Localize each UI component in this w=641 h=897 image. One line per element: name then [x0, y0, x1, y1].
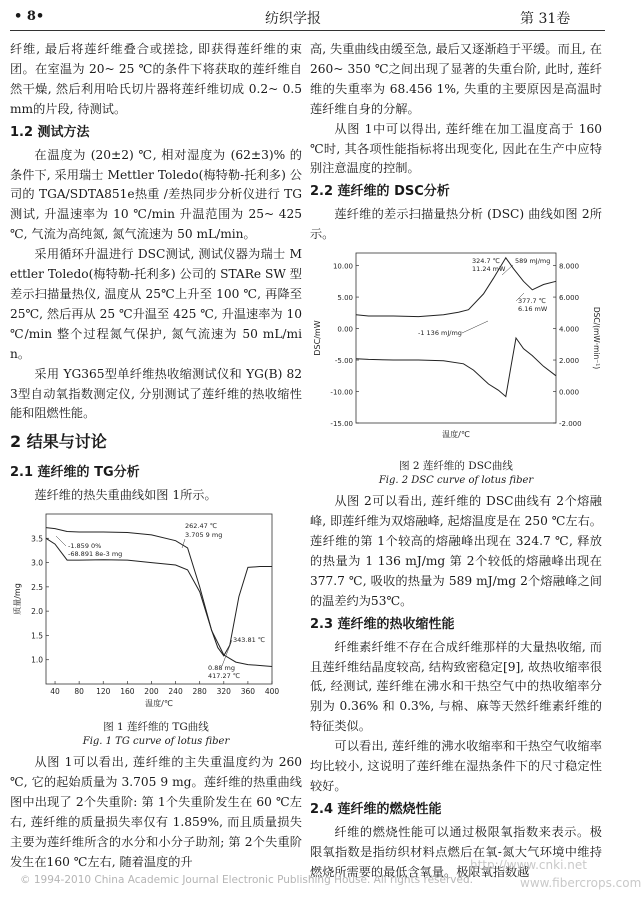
- y-right-axis-label: DSC/(mW·min⁻¹): [592, 306, 601, 370]
- y-right-tick-label: 2.000: [559, 357, 580, 366]
- tg-curve-chart: [10, 506, 302, 716]
- paragraph: 莲纤维的热失重曲线如图 1所示。: [34, 488, 217, 503]
- chart-annotation: -68.891 8e-3 mg: [68, 550, 123, 559]
- plot-frame: [356, 253, 556, 423]
- paragraph: 纤维, 最后将莲纤维叠合或搓捻, 即获得莲纤维的束团。在室温为 20~ 25 ℃的条件下将获取的莲纤维自然干燥, 然后利用哈氏切片器将莲纤维切成 0.2~ 0.5 mm的片段, 待测试。: [10, 42, 302, 116]
- chart-annotation: -1 136 mJ/mg: [418, 329, 462, 338]
- left-column: [10, 40, 302, 873]
- paragraph: 高, 失重曲线由缓至急, 最后又逐渐趋于平缓。而且, 在 260~ 350 ℃之间出现了显著的失重台阶, 此时, 莲纤维的失重率为 68.456 1%, 失重的主要原因是高温时莲纤维自身的分解。: [310, 42, 602, 116]
- annotation-leader: [462, 321, 488, 333]
- right-column: [310, 40, 602, 883]
- y-tick-label: 1.0: [31, 655, 43, 665]
- chart-annotation: 589 mJ/mg: [515, 257, 551, 266]
- chart-annotation: -1.859 0%: [68, 542, 102, 551]
- paragraph: 纤维的燃烧性能可以通过极限氧指数来表示。极限氧指数是指纺织材料点燃后在氧-氮大气环境中维持燃烧所需要的最低含氧量。极限氧指数越: [310, 824, 602, 879]
- page-header: [0, 0, 613, 34]
- y-tick-label: -15.00: [330, 420, 353, 429]
- chart-annotation: 0.88 mg: [208, 664, 235, 673]
- figure-2-caption: 图 2 莲纤维的 DSC曲线: [399, 460, 513, 473]
- chart-annotation: 3.705 9 mg: [185, 531, 223, 540]
- section-heading-2-3: 2.3 莲纤维的热收缩性能: [310, 616, 455, 632]
- x-tick-label: 320: [216, 687, 231, 697]
- y-tick-label: -10.00: [330, 388, 353, 397]
- section-heading-2: 2 结果与讨论: [10, 432, 107, 452]
- journal-name: 纺织学报: [265, 11, 321, 27]
- x-tick-label: 160: [120, 687, 135, 697]
- chart-annotation: 417.27 ℃: [208, 672, 241, 681]
- watermark: www.fibercrops.com: [520, 876, 641, 890]
- paragraph: 从图 2可以看出, 莲纤维的 DSC曲线有 2个熔融峰, 即莲纤维为双熔融峰, 起熔温度是在 250 ℃左右。莲纤维的第 1个较高的熔融峰出现在 324.7 ℃, 释放的热量为 1 136 mJ/mg 第 2个较低的熔融峰出现在 377.7 ℃, 吸收的热量为 589 mJ/mg 2个熔融峰之间的温差约为53℃。: [310, 494, 602, 608]
- y-tick-label: 3.5: [31, 534, 43, 544]
- annotation-leader: [56, 536, 66, 546]
- y-right-tick-label: 6.000: [559, 294, 580, 303]
- x-axis-label: 温度/℃: [442, 430, 470, 440]
- page-number: • 8•: [14, 9, 45, 24]
- x-tick-label: 80: [74, 687, 84, 697]
- paragraph: 采用循环升温进行 DSC测试, 测试仪器为瑞士 Mettler Toledo(梅特勒-托利多) 公司的 STARe SW 型差示扫描量热仪, 温度从 25℃上升至 100 ℃, 再降至 25℃, 然后再从 25 ℃升温至 425 ℃, 升温速率为 10 ℃/min 整个过程氮气保护, 氮气流速为 50 mL/min。: [10, 247, 302, 361]
- x-tick-label: 40: [50, 687, 60, 697]
- section-heading-2-2: 2.2 莲纤维的 DSC分析: [310, 184, 450, 200]
- paragraph: 可以看出, 莲纤维的沸水收缩率和干热空气收缩率均比较小, 这说明了莲纤维在湿热条件下的尺寸稳定性较好。: [310, 739, 602, 793]
- x-tick-label: 240: [168, 687, 183, 697]
- x-axis-label: 温度/℃: [145, 699, 173, 709]
- y-tick-label: -5.00: [334, 357, 353, 366]
- y-tick-label: 1.5: [31, 631, 43, 641]
- dsc-curve-chart: [310, 245, 602, 455]
- figure-2-caption-en: Fig. 2 DSC curve of lotus fiber: [378, 475, 534, 487]
- chart-annotation: 343.81 ℃: [233, 636, 266, 645]
- chart-annotation: 11.24 mW: [472, 265, 506, 274]
- section-heading-2-1: 2.1 莲纤维的 TG分析: [10, 465, 140, 481]
- y-right-tick-label: 8.000: [559, 262, 580, 271]
- x-tick-label: 280: [192, 687, 207, 697]
- y-right-tick-label: -2.000: [559, 420, 582, 429]
- x-tick-label: 200: [144, 687, 159, 697]
- watermark: http://www.cnki.net: [470, 858, 587, 872]
- figure-1-caption: 图 1 莲纤维的 TG曲线: [103, 721, 209, 734]
- paragraph: 采用 YG365型单纤维热收缩测试仪和 YG(B) 823型自动氧指数测定仪, 分别测试了莲纤维的热收缩性能和阻燃性能。: [10, 366, 302, 421]
- x-tick-label: 360: [240, 687, 256, 697]
- copyright-footer: © 1994-2010 China Academic Journal Electronic Publishing House. All rights reserved.: [20, 874, 473, 886]
- paragraph: 纤维素纤维不存在合成纤维那样的大量热收缩, 而且莲纤维结晶度较高, 结构致密稳定[9], 故热收缩率很低, 经测试, 莲纤维在沸水和干热空气中的热收缩率分别为 0.36% 和 0.3%, 与棉、麻等天然纤维素纤维的特征类似。: [310, 639, 602, 734]
- y-tick-label: 2.0: [31, 607, 43, 617]
- paragraph: 莲纤维的差示扫描量热分析 (DSC) 曲线如图 2所示。: [310, 207, 602, 242]
- section-heading-2-4: 2.4 莲纤维的燃烧性能: [310, 801, 442, 817]
- y-tick-label: 2.5: [31, 583, 43, 593]
- x-tick-label: 120: [96, 687, 111, 697]
- paragraph: 从图 1可以看出, 莲纤维的主失重温度约为 260 ℃, 它的起始质量为 3.705 9 mg。莲纤维的热重曲线图中出现了 2个失重阶: 第 1个失重阶发生在 60 ℃左右, 莲纤维的质量损失率仅有 1.859%, 而且质量损失主要为莲纤维所含的水分和小分子助剂; 第 2个失重阶发生在160 ℃左右, 随着温度的升: [10, 755, 302, 869]
- y-axis-label: DSC/mW: [313, 320, 322, 356]
- y-right-tick-label: 4.000: [559, 325, 580, 334]
- paragraph: 在温度为 (20±2) ℃, 相对湿度为 (62±3)% 的条件下, 采用瑞士 Mettler Toledo(梅特勒-托利多) 公司的 TGA/SDTA851e热重 /差热同步分析仪进行 TG测试, 升温速率为 10 ℃/min 升温范围为 25~ 425 ℃, 气流为高纯氮, 氮气流速为 50 mL/min。: [10, 147, 302, 242]
- y-axis-label: 质量/mg: [13, 583, 22, 616]
- annotation-leader: [222, 640, 232, 666]
- volume-label: 第 31卷: [520, 11, 571, 27]
- y-tick-label: 0.00: [337, 325, 353, 334]
- chart-annotation: 262.47 ℃: [185, 522, 218, 531]
- x-tick-label: 400: [264, 687, 280, 697]
- y-tick-label: 10.00: [332, 262, 353, 271]
- y-tick-label: 5.00: [337, 294, 353, 303]
- y-right-tick-label: 0.000: [559, 388, 580, 397]
- chart-annotation: 377.7 ℃: [518, 297, 546, 306]
- section-heading-1-2: 1.2 测试方法: [10, 124, 90, 140]
- figure-1-caption-en: Fig. 1 TG curve of lotus fiber: [82, 736, 230, 748]
- chart-annotation: 324.7 ℃: [472, 257, 500, 266]
- chart-annotation: 6.16 mW: [518, 305, 548, 314]
- ddsc-series-line: [356, 338, 556, 397]
- paragraph: 从图 1中可以得出, 莲纤维在加工温度高于 160 ℃时, 其各项性能指标将出现变化, 因此在生产中应特别注意温度的控制。: [310, 121, 602, 176]
- header-rule: [10, 30, 605, 31]
- y-tick-label: 3.0: [31, 558, 43, 568]
